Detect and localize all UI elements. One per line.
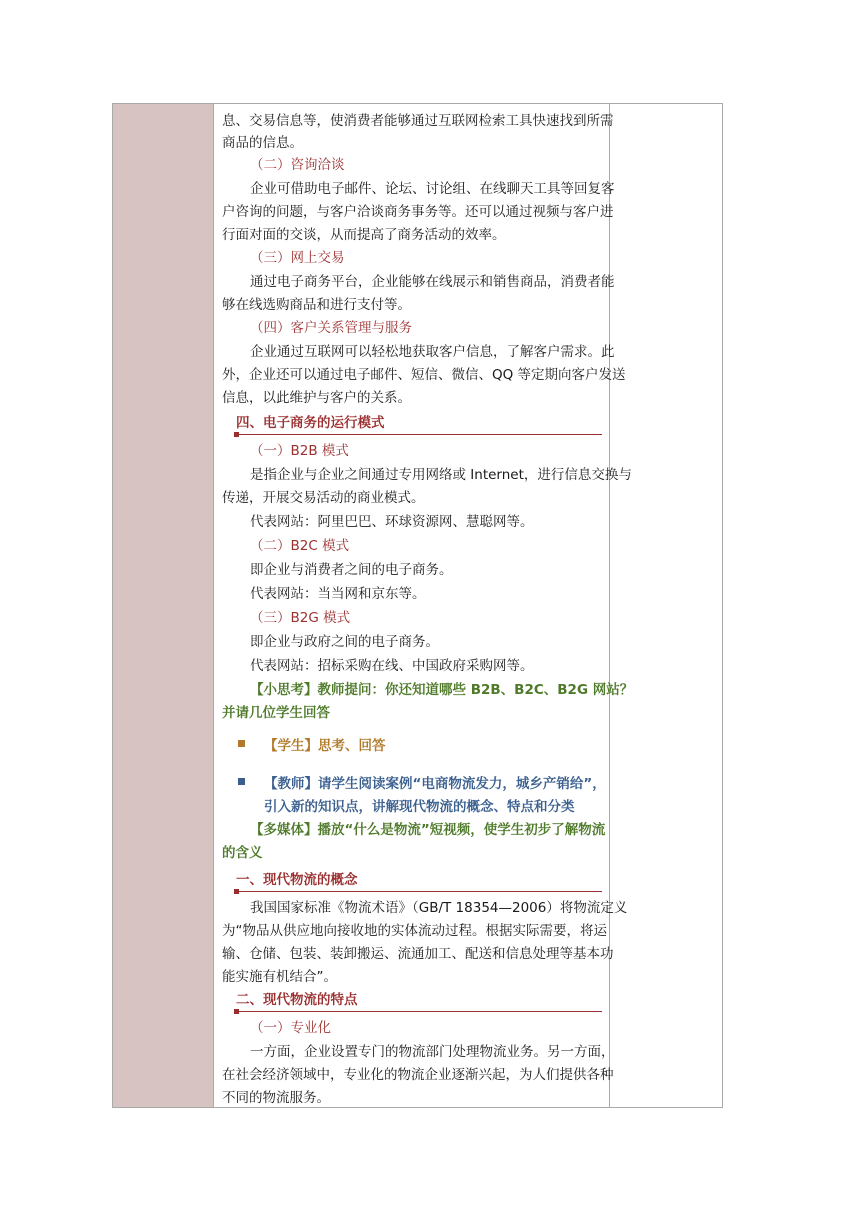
lesson-table — [112, 103, 723, 1108]
heading-rule — [236, 891, 602, 892]
section-heading: 四、电子商务的运行模式 — [236, 415, 385, 431]
square-bullet-icon — [238, 778, 245, 785]
text-line: （三）B2G 模式 — [250, 610, 351, 626]
text-line: 【教师】请学生阅读案例“电商物流发力，城乡产销给”， — [264, 776, 606, 792]
text-line: （一）专业化 — [250, 1020, 331, 1036]
text-line: 企业可借助电子邮件、论坛、讨论组、在线聊天工具等回复客 — [250, 181, 615, 197]
text-line: 即企业与消费者之间的电子商务。 — [250, 562, 453, 578]
text-line: 户咨询的问题，与客户洽谈商务事务等。还可以通过视频与客户进 — [222, 204, 614, 220]
text-line: 输、仓储、包装、装卸搬运、流通加工、配送和信息处理等基本功 — [222, 946, 614, 962]
text-line: （四）客户关系管理与服务 — [250, 320, 412, 336]
text-line: 即企业与政府之间的电子商务。 — [250, 634, 439, 650]
text-line: 引入新的知识点，讲解现代物流的概念、特点和分类 — [264, 799, 575, 815]
text-line: 【小思考】教师提问：你还知道哪些 B2B、B2C、B2G 网站？ — [250, 682, 634, 698]
text-line: （三）网上交易 — [250, 250, 345, 266]
text-line: 行面对面的交谈，从而提高了商务活动的效率。 — [222, 227, 506, 243]
text-line: 【学生】思考、回答 — [264, 738, 386, 754]
text-line: 为“物品从供应地向接收地的实体流动过程。根据实际需要，将运 — [222, 923, 607, 939]
heading-rule — [236, 1011, 602, 1012]
text-line: 并请几位学生回答 — [222, 705, 330, 721]
text-line: 通过电子商务平台，企业能够在线展示和销售商品，消费者能 — [250, 274, 615, 290]
text-line: 外，企业还可以通过电子邮件、短信、微信、QQ 等定期向客户发送 — [222, 367, 626, 383]
text-line: 【多媒体】播放“什么是物流”短视频，使学生初步了解物流 — [250, 822, 606, 838]
heading-square-icon — [234, 889, 239, 894]
text-line: 息、交易信息等，使消费者能够通过互联网检索工具快速找到所需 — [222, 113, 614, 129]
text-line: 代表网站：当当网和京东等。 — [250, 586, 426, 602]
section-heading: 二、现代物流的特点 — [236, 992, 358, 1008]
text-line: （二）咨询洽谈 — [250, 157, 345, 173]
text-line: 不同的物流服务。 — [222, 1090, 330, 1106]
text-line: 一方面，企业设置专门的物流部门处理物流业务。另一方面， — [250, 1044, 615, 1060]
heading-square-icon — [234, 1009, 239, 1014]
text-line: 信息，以此维护与客户的关系。 — [222, 390, 411, 406]
text-line: 能实施有机结合”。 — [222, 969, 337, 985]
text-line: 商品的信息。 — [222, 135, 303, 151]
text-line: 代表网站：招标采购在线、中国政府采购网等。 — [250, 658, 534, 674]
text-line: 传递，开展交易活动的商业模式。 — [222, 490, 425, 506]
text-line: （一）B2B 模式 — [250, 443, 349, 459]
text-line: （二）B2C 模式 — [250, 538, 350, 554]
left-column-cell — [113, 104, 214, 1107]
text-line: 我国国家标准《物流术语》（GB/T 18354—2006）将物流定义 — [250, 900, 628, 916]
heading-square-icon — [234, 432, 239, 437]
section-heading: 一、现代物流的概念 — [236, 872, 358, 888]
text-line: 够在线选购商品和进行支付等。 — [222, 297, 411, 313]
heading-rule — [236, 434, 602, 435]
text-line: 在社会经济领域中，专业化的物流企业逐渐兴起，为人们提供各种 — [222, 1067, 614, 1083]
text-line: 的含义 — [222, 845, 263, 861]
text-line: 是指企业与企业之间通过专用网络或 Internet，进行信息交换与 — [250, 467, 632, 483]
text-line: 企业通过互联网可以轻松地获取客户信息，了解客户需求。此 — [250, 344, 615, 360]
square-bullet-icon — [238, 740, 245, 747]
text-line: 代表网站：阿里巴巴、环球资源网、慧聪网等。 — [250, 514, 534, 530]
